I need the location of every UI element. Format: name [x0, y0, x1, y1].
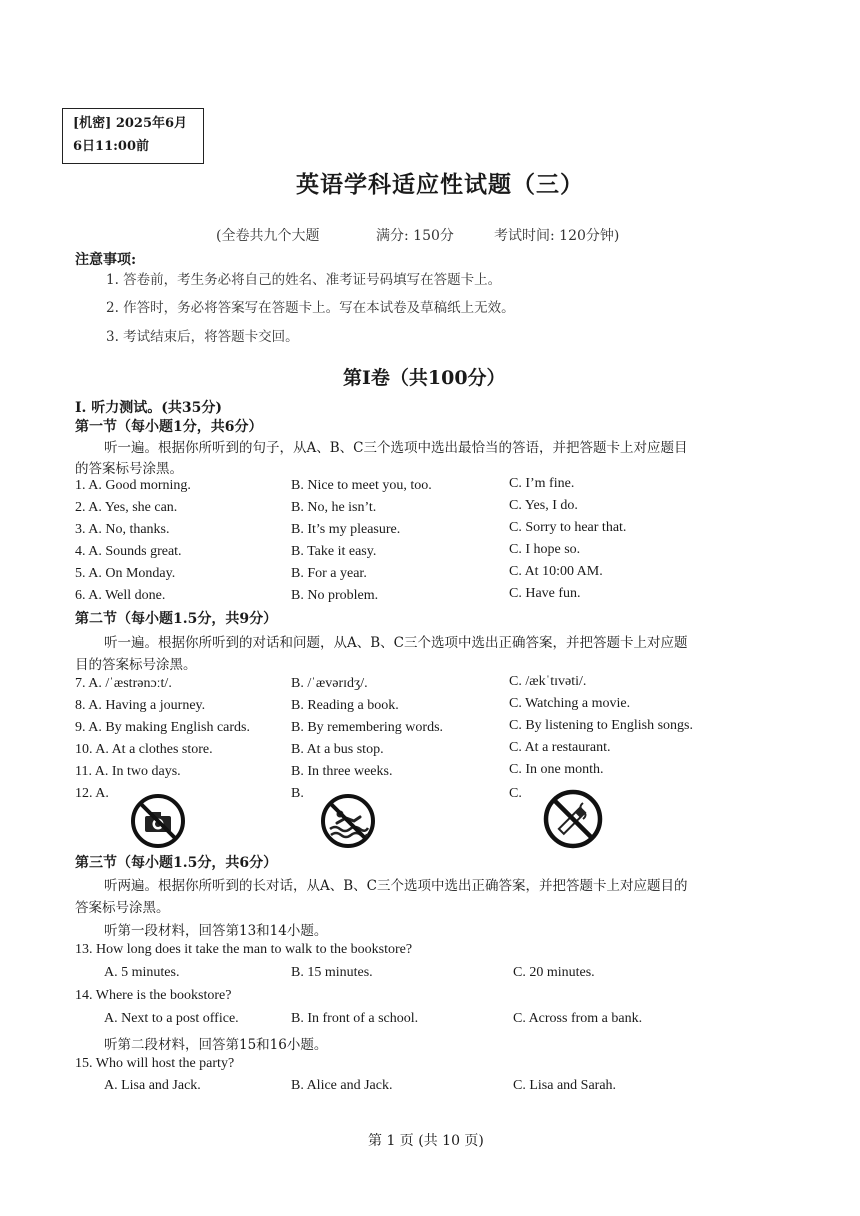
no-smoking-icon	[543, 789, 603, 849]
q15-option-a: A. Lisa and Jack.	[104, 1078, 201, 1093]
volume-title: 第Ⅰ卷（共100分）	[343, 367, 506, 389]
q7-option-b: B. /ˈævərɪdʒ/.	[291, 676, 368, 691]
exam-score: 满分: 150分	[376, 228, 454, 244]
part1-heading: I. 听力测试。(共35分)	[75, 400, 223, 416]
q2-option-a: 2. A. Yes, she can.	[75, 500, 178, 515]
q3-option-b: B. It’s my pleasure.	[291, 522, 401, 537]
q6-option-c: C. Have fun.	[509, 586, 581, 601]
q10-option-c: C. At a restaurant.	[509, 740, 611, 755]
q8-option-c: C. Watching a movie.	[509, 696, 631, 711]
q4-option-a: 4. A. Sounds great.	[75, 544, 182, 559]
q7-option-c: C. /ækˈtɪvəti/.	[509, 674, 587, 689]
page-title: 英语学科适应性试题（三）	[296, 171, 584, 198]
q5-option-a: 5. A. On Monday.	[75, 566, 176, 581]
q14-option-a: A. Next to a post office.	[104, 1011, 239, 1026]
q12-option-b: B.	[291, 786, 304, 801]
q4-option-c: C. I hope so.	[509, 542, 581, 557]
q14-option-c: C. Across from a bank.	[513, 1011, 643, 1026]
q8-option-b: B. Reading a book.	[291, 698, 399, 713]
section2-instruction: 听一遍。根据你所听到的对话和问题，从A、B、C三个选项中选出正确答案，并把答题卡上对应题	[104, 635, 688, 651]
section3-instruction-cont: 答案标号涂黑。	[75, 900, 170, 916]
q10-option-a: 10. A. At a clothes store.	[75, 742, 213, 757]
notice-item: 3. 考试结束后，将答题卡交回。	[106, 329, 299, 345]
section2-instruction-cont: 目的答案标号涂黑。	[75, 657, 197, 673]
exam-time: 考试时间: 120分钟)	[494, 228, 620, 244]
section3-material2: 听第二段材料，回答第15和16小题。	[104, 1037, 328, 1053]
q11-option-b: B. In three weeks.	[291, 764, 393, 779]
q7-option-a: 7. A. /ˈæstrənɔːt/.	[75, 676, 172, 691]
q9-option-b: B. By remembering words.	[291, 720, 444, 735]
q6-option-a: 6. A. Well done.	[75, 588, 166, 603]
q2-option-c: C. Yes, I do.	[509, 498, 578, 513]
section3-instruction: 听两遍。根据你所听到的长对话，从A、B、C三个选项中选出正确答案，并把答题卡上对应题目的	[104, 878, 688, 894]
section3-material1: 听第一段材料，回答第13和14小题。	[104, 923, 328, 939]
notice-item: 2. 作答时，务必将答案写在答题卡上。写在本试卷及草稿纸上无效。	[106, 300, 515, 316]
page-footer: 第 1 页 (共 10 页)	[368, 1133, 484, 1149]
q3-option-c: C. Sorry to hear that.	[509, 520, 627, 535]
section2-title: 第二节（每小题1.5分，共9分）	[75, 611, 278, 627]
section3-title: 第三节（每小题1.5分，共6分）	[75, 855, 278, 871]
q2-option-b: B. No, he isn’t.	[291, 500, 377, 515]
exam-scope: (全卷共九个大题	[216, 228, 320, 244]
q9-option-c: C. By listening to English songs.	[509, 718, 693, 733]
q8-option-a: 8. A. Having a journey.	[75, 698, 206, 713]
notice-heading: 注意事项:	[75, 252, 137, 268]
q11-option-a: 11. A. In two days.	[75, 764, 181, 779]
q15-option-b: B. Alice and Jack.	[291, 1078, 393, 1093]
q6-option-b: B. No problem.	[291, 588, 379, 603]
q12-option-c: C.	[509, 786, 522, 801]
q13-option-b: B. 15 minutes.	[291, 965, 373, 980]
q14-option-b: B. In front of a school.	[291, 1011, 419, 1026]
confidential-box	[62, 108, 204, 164]
q15-option-c: C. Lisa and Sarah.	[513, 1078, 617, 1093]
q10-option-b: B. At a bus stop.	[291, 742, 384, 757]
q13-stem: 13. How long does it take the man to walk to the bookstore?	[75, 942, 413, 957]
q3-option-a: 3. A. No, thanks.	[75, 522, 170, 537]
q15-stem: 15. Who will host the party?	[75, 1056, 235, 1071]
section1-instruction-cont: 的答案标号涂黑。	[75, 461, 183, 477]
q1-option-a: 1. A. Good morning.	[75, 478, 191, 493]
notice-item: 1. 答卷前，考生务必将自己的姓名、准考证号码填写在答题卡上。	[106, 272, 502, 288]
q12-option-a: 12. A.	[75, 786, 109, 801]
q14-stem: 14. Where is the bookstore?	[75, 988, 232, 1003]
no-swimming-icon	[320, 793, 376, 849]
q5-option-c: C. At 10:00 AM.	[509, 564, 603, 579]
q13-option-c: C. 20 minutes.	[513, 965, 595, 980]
no-photography-icon	[130, 793, 186, 849]
section1-title: 第一节（每小题1分，共6分）	[75, 419, 263, 435]
confidential-line1: [机密] 2025年6月	[73, 116, 188, 131]
q5-option-b: B. For a year.	[291, 566, 367, 581]
q9-option-a: 9. A. By making English cards.	[75, 720, 250, 735]
section1-instruction: 听一遍。根据你所听到的句子，从A、B、C三个选项中选出最恰当的答语，并把答题卡上对应题目	[104, 440, 688, 456]
q11-option-c: C. In one month.	[509, 762, 604, 777]
q4-option-b: B. Take it easy.	[291, 544, 377, 559]
q1-option-b: B. Nice to meet you, too.	[291, 478, 432, 493]
q13-option-a: A. 5 minutes.	[104, 965, 180, 980]
confidential-line2: 6日11:00前	[73, 139, 150, 154]
q1-option-c: C. I’m fine.	[509, 476, 575, 491]
